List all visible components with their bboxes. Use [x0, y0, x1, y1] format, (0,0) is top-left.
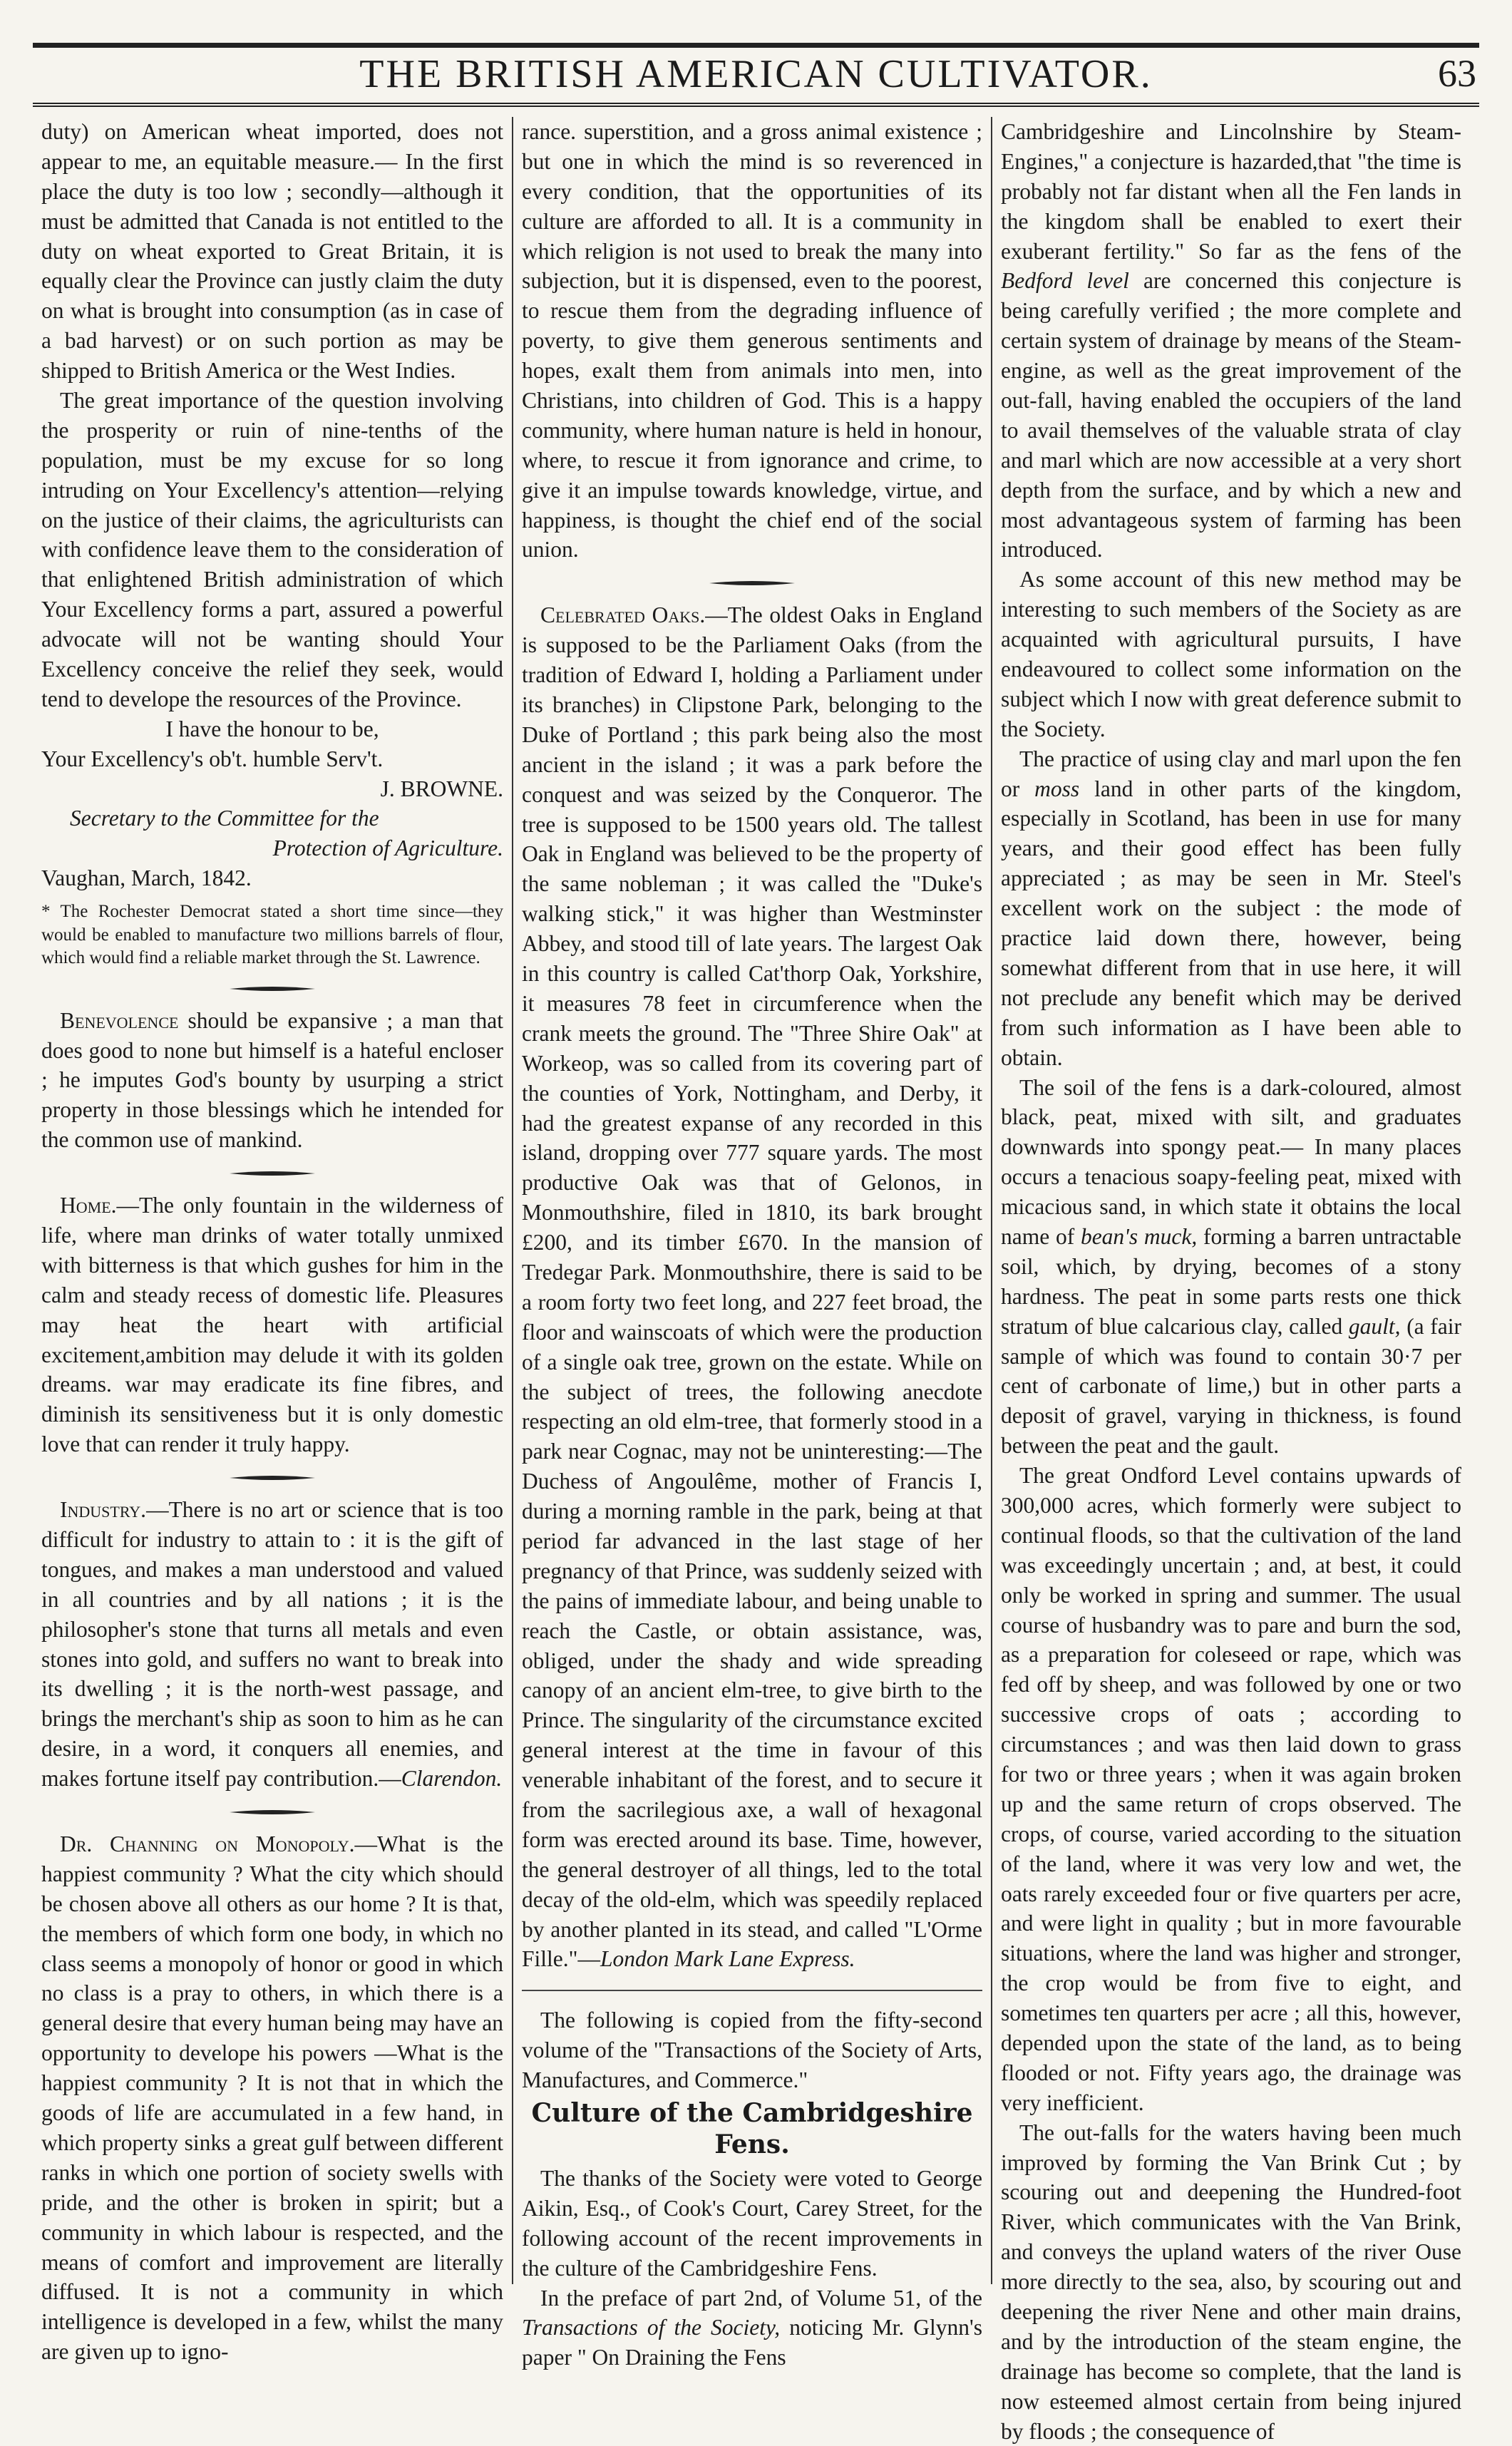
article-paragraph: As some account of this new method may be interesting to such members of the Society as are acquainted with agricultural pursuits, I have endeavoured to collect some information on the subject which I now with great deference submit to the Society. [1001, 567, 1461, 741]
text-run: The soil of the fens is a dark-coloured, almost black, peat, mixed with silt, and graduates downwards into spongy peat.— In many places occurs a tenacious soapy-feeling peat, mixed with micacious sand, in which state it obtains the local name of [1001, 1074, 1461, 1249]
text-run: are concerned this conjecture is being carefully verified ; the more complete and certain system of drainage by means of the Steam-engine, as well as the great improvement of the out-fall, having enabled the occupiers of the land to avail themselves of the valuable strata of clay and marl which are now accessible at a very short depth from the surface, and by which a new and most advantageous system of farming has been introduced. [1001, 268, 1461, 562]
article-paragraph [1001, 117, 1461, 565]
item-industry [41, 1495, 503, 1794]
text-run: forming a barren untractable soil, which, by drying, becomes of a stony hardness. The peat in some parts rests one thick stratum of blue calcarious clay, called [1001, 1223, 1461, 1339]
text-run: In the preface of part 2nd, of Volume 51, of the [540, 2285, 982, 2311]
item-text: should be expansive ; a man that does good to none but himself is a hateful encloser ; he imputes God's bounty by usurping a strict property in those blessings which he intended for the common use of mankind. [41, 1007, 503, 1153]
text-run: (a fair sample of which was found to contain 30·7 per cent of carbonate of lime,) but in other parts a deposit of gravel, varying in thickness, is found between the peat and the gault. [1001, 1313, 1462, 1459]
item-source: London Mark Lane Express. [600, 1946, 855, 1972]
italic-run: gault, [1348, 1313, 1401, 1339]
section-divider [522, 1990, 982, 1991]
item-heading: Home. [60, 1193, 117, 1218]
item-text: —The oldest Oaks in England is supposed to be the Parliament Oaks (from the tradition of Edward I, holding a Parliament under its branches) in Clipstone Park, belonging to the Duke of Portland ; this park being also the most ancient in the island ; it was a park before the conquest and was seized by the Conqueror. The tree is supposed to be 1500 years old. The tallest Oak in England was believed to be the property of the same nobleman ; it was called the "Duke's walking stick," it was higher than Westminster Abbey, and stood till of late years. The largest Oak in this country is called Cat'thorp Oak, Yorkshire, it measures 78 feet in circumference when the crank meets the ground. The "Three Shire Oak" at Workeop, was so called from its covering part of the counties of York, Nottingham, and Derby, it had the greatest expanse of any recorded in this island, dropping over 777 square yards. The most productive Oak was that of Gelonos, in Monmouthshire, filed in 1810, its bark brought £200, and its timber £670. In the mansion of Tredegar Park. Monmouthshire, there is said to be a room forty two feet long, and 227 feet broad, the floor and wainscoats of which were the production of a single oak tree, grown on the estate. While on the subject of trees, the following anecdote respecting an old elm-tree, that formerly stood in a park near Cognac, may not be uninteresting:—The Duchess of Angoulême, mother of Francis I, during a morning ramble in the park, being at that period far advanced in the last stage of her pregnancy of that Prince, was suddenly seized with the pains of immediate labour, and being unable to reach the Castle, or obtain assistance, was, obliged, under the shady and wide spreading canopy of an ancient elm-tree, to give birth to the Prince. The singularity of the circumstance excited general interest at the time in favour of this venerable inhabitant of the forest, and to secure it from the sacrilegious axe, a wall of hexagonal form was erected around its base. Time, however, the general destroyer of all things, led to the total decay of the old-elm, which was speedily replaced by another planted in its stead, and called "L'Orme Fille."— [522, 602, 982, 1972]
italic-run: bean's muck, [1080, 1223, 1198, 1249]
article-paragraph [1001, 744, 1461, 1073]
article-paragraph: The thanks of the Society were voted to George Aikin, Esq., of Cook's Court, Carey Street, for the following account of the recent improvements in the culture of the Cambridgeshire Fens. [522, 2166, 982, 2281]
channing-continued: rance. superstition, and a gross animal existence ; but one in which the mind is so reverenced in every condition, that the opportunities of its culture are afforded to all. It is a community in which religion is not used to break the many into subjection, but it is dispensed, even to the poorest, to rescue them from the degrading influence of poverty, to give them generous sentiments and hopes, exalt them from animals into men, into Christians, into children of God. This is a happy community, where human nature is held in honour, where, to rescue it from ignorance and crime, to give it an impulse towards knowledge, virtue, and happiness, is thought the chief end of the social union. [522, 119, 982, 562]
ornamental-rule [230, 1475, 315, 1481]
article-paragraph: The great Ondford Level contains upwards of 300,000 acres, which formerly were subject to continual floods, so that the cultivation of the land was exceedingly uncertain ; and, at best, it could only be worked in spring and summer. The usual course of husbandry was to pare and burn the sod, as a preparation for coleseed or rape, which was fed off by sheep, and was followed by one or two successive crops of oats ; according to circumstances ; and was then laid down to grass for two or three years ; when it was again broken up and the same return of crops observed. The crops, of course, varied according to the situation of the land, where it was very low and wet, the oats rarely exceeded four or five quarters per acre, and were light in quality ; but in more favourable situations, where the land was higher and stronger, the crop would be from five to eight, and sometimes ten quarters per acre ; all this, however, depended upon the state of the land, as to being flooded or not. Fifty years ago, the drainage was very inefficient. [1001, 1463, 1461, 2115]
text-run: noticing Mr. Glynn's paper " On Draining the Fens [522, 2315, 982, 2370]
letter-paragraph: duty) on American wheat imported, does not appear to me, an equitable measure.— In the first place the duty is too low ; secondly—although it must be admitted that Canada is not entitled to the duty on wheat exported to Great Britain, it is equally clear the Province can justly claim the duty on what is brought into consumption (as in case of a bad harvest) or on such portion as may be shipped to British America or the West Indies. [41, 119, 503, 384]
footnote: * The Rochester Democrat stated a short time since—they would be enabled to manufacture two millions barrels of flour, which would find a reliable market through the St. Lawrence. [41, 902, 503, 968]
letter-dateline: Vaughan, March, 1842. [41, 865, 252, 891]
text-run: Cambridgeshire and Lincolnshire by Steam-Engines," a conjecture is hazarded,that "the time is probably not far distant when all the Fen lands in the kingdom shall be enabled to exert their exuberant fertility." So far as the fens of the [1001, 119, 1461, 264]
article-paragraph [522, 2283, 982, 2373]
text-run: The practice of using clay and marl upon the fen or [1001, 746, 1461, 801]
item-heading: Dr. Channing on Monopoly. [60, 1831, 355, 1857]
running-title: THE BRITISH AMERICAN CULTIVATOR. [359, 52, 1153, 96]
letter-paragraph: The great importance of the question involving the prosperity or ruin of nine-tenths of the population, must be my excuse for so long intruding on Your Excellency's attention—relying on the justice of their claims, the agriculturists can with confidence leave them to the consideration of that enlightened British administration of which Your Excellency forms a part, assured a powerful advocate will not be wanting should Your Excellency conceive the relief they seek, would tend to develope the resources of the Province. [41, 388, 503, 711]
ornamental-rule [230, 986, 315, 992]
text-columns [33, 117, 1479, 2444]
item-channing [41, 1829, 503, 2367]
item-text: —The only fountain in the wilderness of life, where man drinks of water totally unmixed with bitterness is that which gushes for him in the calm and steady recess of domestic life. Pleasures may heat the heart with artificial excitement,ambition may delude it with its golden dreams. war may eradicate its fine fibres, and diminish its sensitiveness but it is only domestic love that can render it truly happy. [41, 1193, 503, 1457]
signer-title: Secretary to the Committee for the [70, 806, 379, 831]
item-heading: Industry. [60, 1497, 147, 1523]
italic-run: Bedford level [1001, 268, 1129, 294]
column-2 [512, 117, 991, 2370]
item-heading: Celebrated Oaks. [540, 602, 706, 628]
article-paragraph [1001, 1073, 1461, 1461]
masthead [33, 43, 1479, 107]
article-paragraph: The out-falls for the waters having been much improved by forming the Van Brink Cut ; by scouring out and deepening the Hundred-foot River, which communicates with the Van Brink, and conveys the upland waters of the river Ouse more directly to the sea, also, by scouring out and deepening the river Nene and other main drains, and by the introduction of the steam engine, the drainage has become so complete, that the land is now esteemed almost certain from being injured by floods ; the consequence of [1001, 2119, 1461, 2444]
item-source: Clarendon. [401, 1766, 503, 1792]
page-number: 63 [1438, 52, 1476, 95]
column-1 [33, 117, 512, 2365]
article-title: Culture of the Cambridgeshire [531, 2098, 973, 2128]
item-home [41, 1191, 503, 1459]
signer-title: Protection of Agriculture. [272, 836, 503, 861]
item-text: —There is no art or science that is too difficult for industry to attain to : it is the gift of tongues, and makes a man understood and valued in all countries and by all nations ; it is the philosopher's stone that turns all metals and even stones into gold, and suffers no want to break into its dwelling ; it is the north-west passage, and brings the merchant's ship as soon to him as he can desire, in a word, it conquers all enemies, and makes fortune itself pay contribution.— [41, 1497, 503, 1792]
italic-run: Transactions of the Society, [522, 2315, 781, 2340]
item-benevolence [41, 1006, 503, 1155]
letter-signature: J. BROWNE. [380, 776, 503, 801]
letter-servant-line: Your Excellency's ob't. humble Serv't. [41, 746, 384, 771]
item-text: —What is the happiest community ? What the city which should be chosen above all others as our home ? It is that, the members of which form one body, in which no class seems a monopoly of honor or good in which no class is a pray to others, in which there is a general desire that every human being may have an opportunity to develope his powers —What is the happiest community ? It is not that in which the goods of life are accumulated in a few hand, in which property sinks a great gulf between different ranks in which one portion of society swells with pride, and the other is broken in spirit; but a community in which labour is respected, and the means of comfort and improvement are literally diffused. It is not a community in which intelligence is developed in a few, whilst the many are given up to igno- [41, 1831, 503, 2365]
italic-run: moss [1034, 776, 1080, 801]
text-run: land in other parts of the kingdom, especially in Scotland, has been in use for many years, and their good effect has been fully appreciated ; as may be seen in Mr. Steel's excellent work on the subject : the mode of practice laid down there, however, being somewhat different from that in use here, it will not preclude any benefit which may be derived from such information as I have been able to obtain. [1001, 776, 1461, 1070]
article-intro: The following is copied from the fifty-second volume of the "Transactions of the Society of Arts, Manufactures, and Commerce." [522, 2008, 982, 2093]
item-celebrated-oaks [522, 600, 982, 1974]
column-3 [991, 117, 1470, 2444]
letter-closing: I have the honour to be, [165, 716, 379, 741]
item-heading: Benevolence [60, 1007, 179, 1033]
ornamental-rule [709, 580, 795, 586]
ornamental-rule [230, 1171, 315, 1176]
article-title-line-2: Fens. [714, 2129, 790, 2159]
ornamental-rule [230, 1809, 315, 1815]
